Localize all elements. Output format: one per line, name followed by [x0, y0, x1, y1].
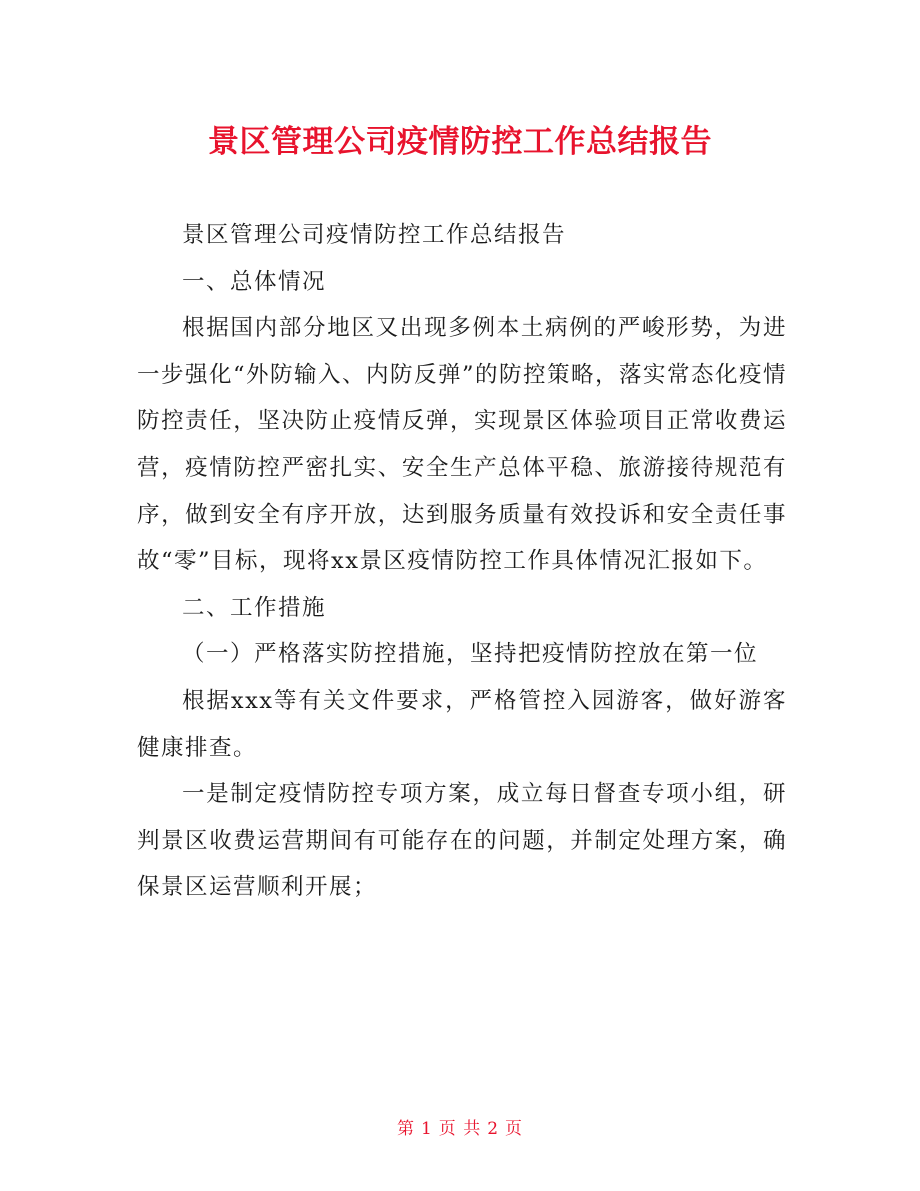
paragraph-overview: 根据国内部分地区又出现多例本土病例的严峻形势，为进一步强化“外防输入、内防反弹”的防控策略，落实常态化疫情防控责任，坚决防止疫情反弹，实现景区体验项目正常收费运营，疫情防控严密扎实、安全生产总体平稳、旅游接待规范有序，做到安全有序开放，达到服务质量有效投诉和安全责任事故“零”目标，现将xx景区疫情防控工作具体情况汇报如下。 — [137, 315, 788, 575]
document-title: 景区管理公司疫情防控工作总结报告 — [208, 124, 712, 160]
footer-page-number: 1 — [420, 1119, 433, 1139]
section-heading-overview: 一、总体情况 — [182, 268, 327, 295]
paragraph-measures-intro: 根据xxx等有关文件要求，严格管控入园游客，做好游客健康排查。 — [137, 687, 787, 761]
page-footer — [0, 1114, 920, 1139]
footer-middle: 页 共 — [438, 1119, 482, 1139]
document-body — [137, 212, 787, 911]
footer-suffix: 页 — [505, 1119, 524, 1139]
subsection-heading-1: （一）严格落实防控措施，坚持把疫情防控放在第一位 — [182, 641, 759, 668]
section-heading-measures: 二、工作措施 — [182, 594, 327, 621]
footer-prefix: 第 — [396, 1119, 415, 1139]
footer-total-pages: 2 — [487, 1119, 500, 1139]
paragraph-subtitle: 景区管理公司疫情防控工作总结报告 — [182, 222, 567, 248]
paragraph-measure-1: 一是制定疫情防控专项方案，成立每日督查专项小组，研判景区收费运营期间有可能存在的问题，并制定处理方案，确保景区运营顺利开展； — [137, 781, 787, 901]
